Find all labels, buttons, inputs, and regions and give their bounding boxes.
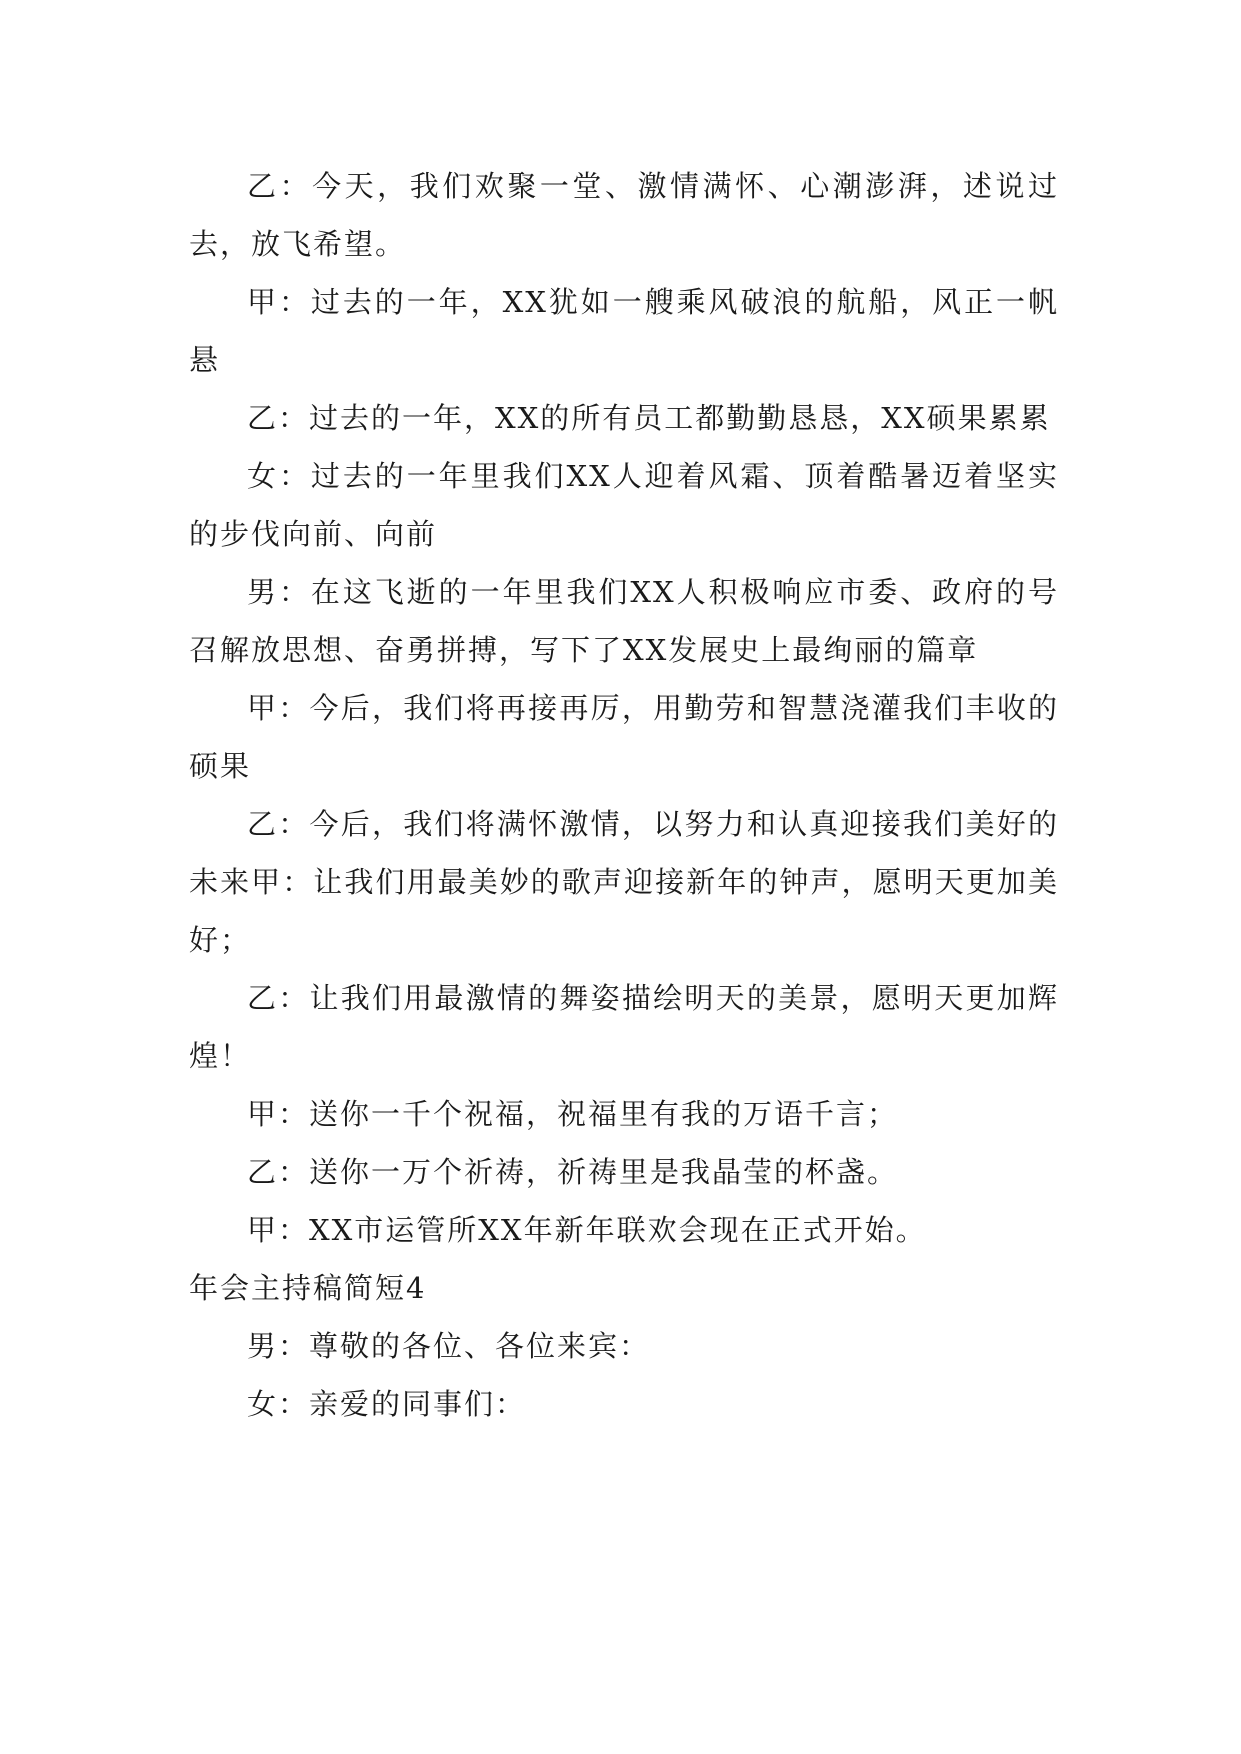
script-paragraph: 乙：过去的一年，XX的所有员工都勤勤恳恳，XX硕果累累 bbox=[247, 401, 1051, 435]
script-paragraph: 乙：今天，我们欢聚一堂、激情满怀、心潮澎湃，述说过去，放飞希望。 bbox=[189, 169, 1059, 261]
script-paragraph: 男：尊敬的各位、各位来宾： bbox=[247, 1329, 651, 1363]
script-paragraph: 女：亲爱的同事们： bbox=[247, 1387, 527, 1421]
script-paragraph: 甲：XX市运管所XX年新年联欢会现在正式开始。 bbox=[247, 1213, 927, 1247]
script-paragraph: 甲：过去的一年，XX犹如一艘乘风破浪的航船，风正一帆悬 bbox=[189, 285, 1059, 377]
script-paragraph: 甲：今后，我们将再接再厉，用勤劳和智慧浇灌我们丰收的硕果 bbox=[189, 691, 1059, 783]
script-paragraph: 乙：让我们用最激情的舞姿描绘明天的美景，愿明天更加辉煌！ bbox=[189, 981, 1059, 1073]
script-paragraph: 乙：今后，我们将满怀激情，以努力和认真迎接我们美好的未来甲：让我们用最美妙的歌声迎接新年的钟声，愿明天更加美好； bbox=[189, 807, 1059, 957]
script-paragraph: 男：在这飞逝的一年里我们XX人积极响应市委、政府的号召解放思想、奋勇拼搏，写下了XX发展史上最绚丽的篇章 bbox=[189, 575, 1059, 667]
script-paragraph: 女：过去的一年里我们XX人迎着风霜、顶着酷暑迈着坚实的步伐向前、向前 bbox=[189, 459, 1059, 551]
section-heading: 年会主持稿简短4 bbox=[189, 1271, 427, 1305]
script-paragraph: 乙：送你一万个祈祷，祈祷里是我晶莹的杯盏。 bbox=[247, 1155, 899, 1189]
script-paragraph: 甲：送你一千个祝福，祝福里有我的万语千言； bbox=[247, 1097, 899, 1131]
document-body bbox=[189, 157, 1059, 1433]
